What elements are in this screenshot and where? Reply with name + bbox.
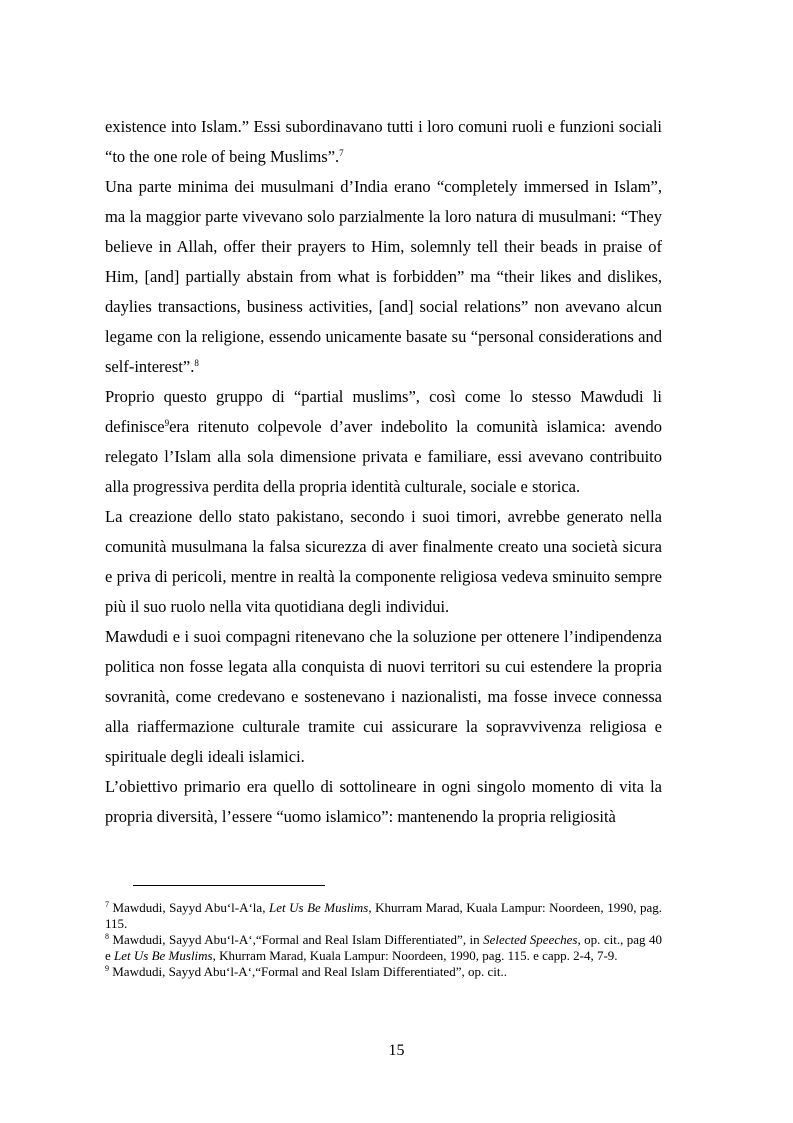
footnote-marker: 9 [105, 964, 109, 973]
text-run: Proprio questo gruppo di “partial muslims”, così come lo stesso Mawdudi li definisce [105, 387, 662, 436]
footnote [105, 900, 662, 932]
text-run: era ritenuto colpevole d’aver indebolito la comunità islamica: avendo relegato l’Islam alla sola dimensione privata e familiare, essi avevano contribuito alla progressiva perdita della propria identità culturale, sociale e storica. [105, 417, 662, 496]
paragraph [105, 622, 662, 772]
footnote-marker: 9 [164, 418, 170, 428]
paragraph [105, 772, 662, 832]
footnote-marker: 7 [105, 900, 109, 909]
italic-title: Let Us Be Muslims [268, 900, 369, 915]
text-run: Una parte minima dei musulmani d’India erano “completely immersed in Islam”, ma la maggior parte vivevano solo parzialmente la loro natura di musulmani: “They believe in Allah, offer their prayers to Him, solemnly tell their beads in praise of Him, [and] partially abstain from what is forbidden” ma “their likes and dislikes, daylies transactions, business activities, [and] social relations” non avevano alcun legame con la religione, essendo unicamente basate su “personal considerations and self-interest”. [105, 177, 662, 376]
body-text [105, 112, 662, 832]
text-run: La creazione dello stato pakistano, secondo i suoi timori, avrebbe generato nella comunità musulmana la falsa sicurezza di aver finalmente creato una società sicura e priva di pericoli, mentre in realtà la componente religiosa vedeva sminuito sempre più il suo ruolo nella vita quotidiana degli individui. [105, 507, 662, 616]
footnote-separator [133, 885, 325, 886]
page-number: 15 [388, 1042, 405, 1059]
footnotes [105, 900, 662, 980]
text-run: L’obiettivo primario era quello di sottolineare in ogni singolo momento di vita la propria diversità, l’essere “uomo islamico”: mantenendo la propria religiosità [105, 777, 662, 826]
footnote [105, 964, 662, 980]
footnote-marker: 8 [194, 358, 199, 368]
text-run: Mawdudi, Sayyd Abu‘l-A‘la, [109, 900, 269, 915]
text-run: Mawdudi e i suoi compagni ritenevano che la soluzione per ottenere l’indipendenza politica non fosse legata alla conquista di nuovi territori su cui estendere la propria sovranità, come credevano e sostenevano i nazionalisti, ma fosse invece connessa alla riaffermazione culturale tramite cui assicurare la sopravvivenza religiosa e spirituale degli ideali islamici. [105, 627, 662, 766]
text-run: , op. cit., pag 40 e [105, 932, 662, 963]
footnote-marker: 7 [339, 148, 344, 158]
text-run: existence into Islam.” Essi subordinavano tutti i loro comuni ruoli e funzioni sociali “to the one role of being Muslims”. [105, 117, 662, 166]
paragraph [105, 382, 662, 502]
text-run: Mawdudi, Sayyd Abu‘l-A‘,“Formal and Real Islam Differentiated”, op. cit.. [109, 964, 507, 979]
text-run: Mawdudi, Sayyd Abu‘l-A‘,“Formal and Real Islam Differentiated”, in [109, 932, 484, 947]
text-run: , Khurram Marad, Kuala Lampur: Noordeen, 1990, pag. 115. e capp. 2-4, 7-9. [212, 948, 618, 963]
footnote-marker: 8 [105, 932, 109, 941]
italic-title: Selected Speeches [483, 932, 578, 947]
paragraph [105, 502, 662, 622]
italic-title: Let Us Be Muslims [114, 948, 213, 963]
text-run: , Khurram Marad, Kuala Lampur: Noordeen, 1990, pag. 115. [105, 900, 662, 931]
paragraph [105, 112, 662, 172]
footnote [105, 932, 662, 964]
paragraph [105, 172, 662, 382]
